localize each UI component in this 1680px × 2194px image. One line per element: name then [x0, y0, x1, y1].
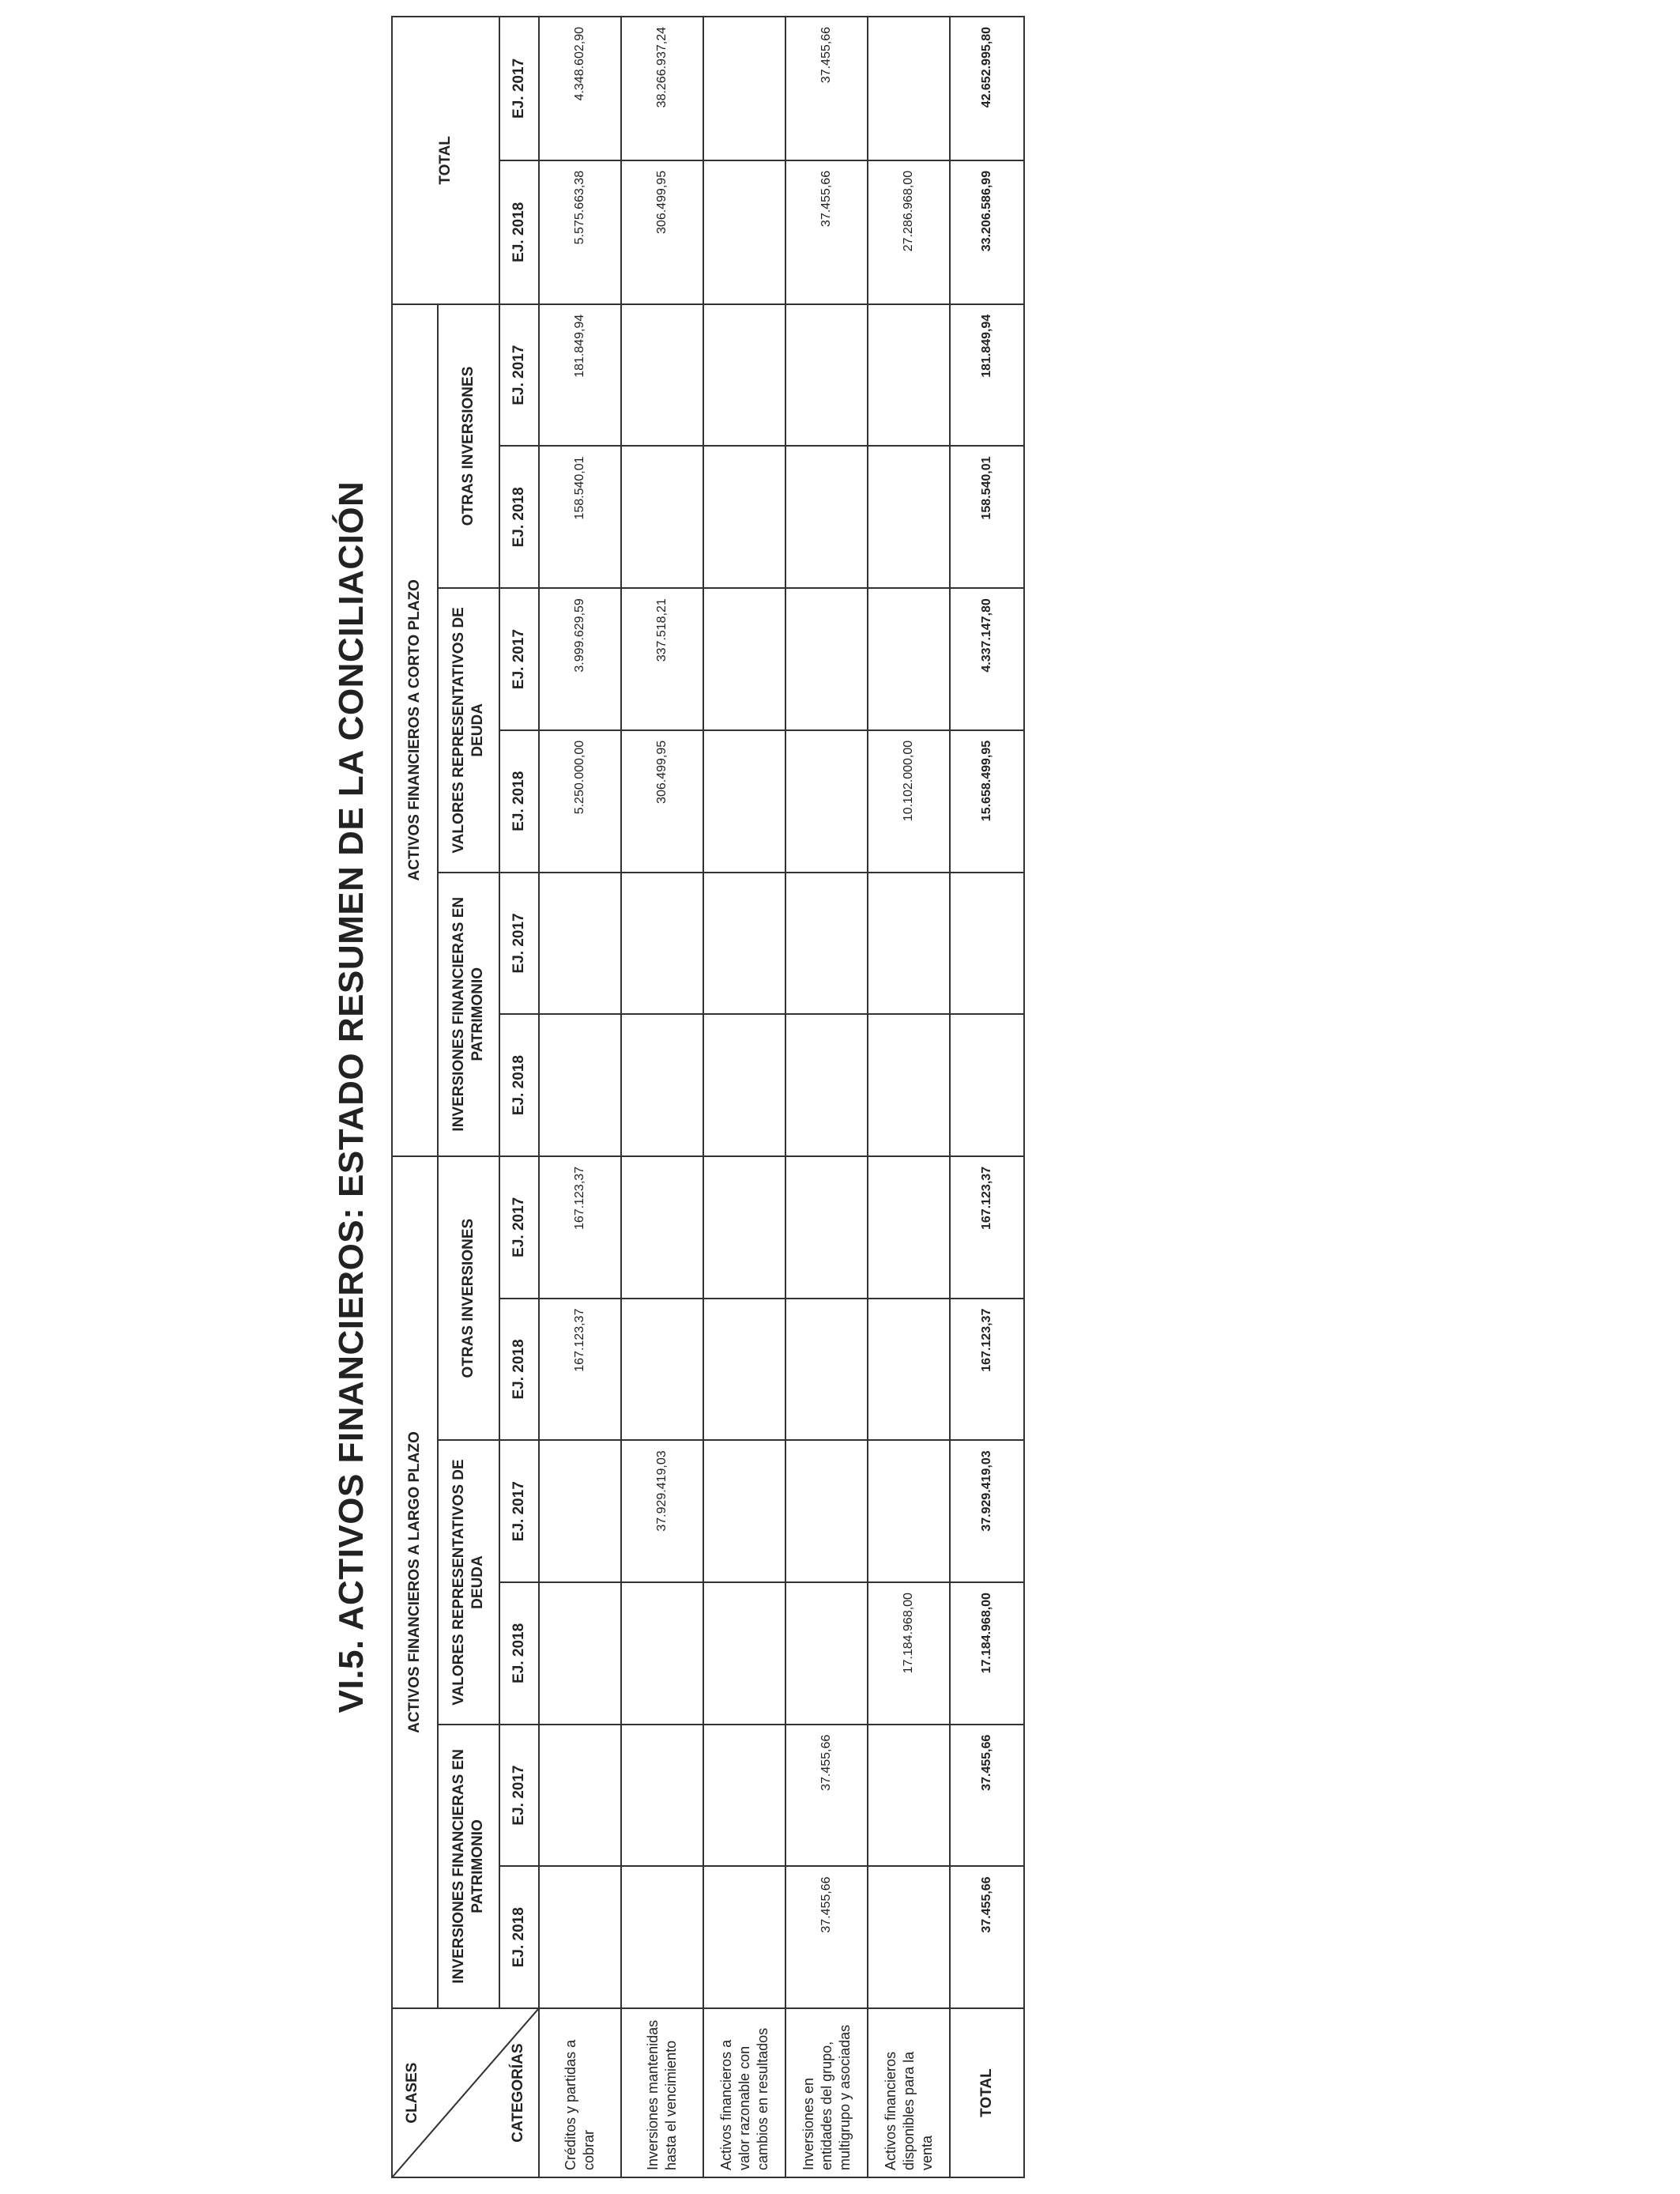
value-cell: [703, 1156, 785, 1299]
value-cell: 38.266.937,24: [621, 17, 703, 160]
value-cell: [703, 1582, 785, 1725]
categorias-label: CATEGORÍAS: [510, 2043, 526, 2143]
cp-otras-inversiones-header: OTRAS INVERSIONES: [438, 304, 499, 588]
value-cell: [868, 873, 950, 1015]
cp-valores-deuda-header: VALORES REPRESENTATIVOS DE DEUDA: [438, 588, 499, 872]
row-category: Activos financieros disponibles para la venta: [868, 2008, 950, 2177]
year-header: EJ. 2017: [499, 1156, 539, 1299]
year-header: EJ. 2017: [499, 873, 539, 1015]
value-cell: 158.540,01: [539, 446, 621, 588]
value-cell: [785, 446, 868, 588]
value-cell: 167.123,37: [539, 1299, 621, 1441]
value-cell: [785, 1156, 868, 1299]
cp-inv-patrimonio-header: INVERSIONES FINANCIERAS EN PATRIMONIO: [438, 873, 499, 1156]
value-cell: [785, 1440, 868, 1582]
table-row: [703, 17, 785, 2177]
year-header: EJ. 2018: [499, 446, 539, 588]
year-header: EJ. 2018: [499, 1582, 539, 1725]
value-cell: [621, 873, 703, 1015]
year-header: EJ. 2017: [499, 1725, 539, 1867]
row-category: Activos financieros a valor razonable con cambios en resultados: [703, 2008, 785, 2177]
value-cell: 181.849,94: [539, 304, 621, 447]
value-cell: [868, 1440, 950, 1582]
total-cell: 37.929.419,03: [950, 1440, 1024, 1582]
value-cell: 5.575.663,38: [539, 160, 621, 304]
value-cell: 167.123,37: [539, 1156, 621, 1299]
value-cell: [621, 1866, 703, 2008]
value-cell: [539, 1582, 621, 1725]
value-cell: [868, 446, 950, 588]
total-cell: 15.658.499,95: [950, 730, 1024, 873]
year-header: EJ. 2017: [499, 1440, 539, 1582]
value-cell: 37.455,66: [785, 17, 868, 160]
total-cell: [950, 873, 1024, 1015]
total-label: TOTAL: [950, 2008, 1024, 2177]
value-cell: 4.348.602,90: [539, 17, 621, 160]
year-header: EJ. 2017: [499, 588, 539, 730]
value-cell: [621, 1725, 703, 1867]
value-cell: 27.286.968,00: [868, 160, 950, 304]
value-cell: [785, 304, 868, 447]
value-cell: [868, 1725, 950, 1867]
total-cell: 4.337.147,80: [950, 588, 1024, 730]
table-row: [868, 17, 950, 2177]
total-cell: 37.455,66: [950, 1725, 1024, 1867]
total-cell: 167.123,37: [950, 1299, 1024, 1441]
value-cell: 37.929.419,03: [621, 1440, 703, 1582]
value-cell: 10.102.000,00: [868, 730, 950, 873]
lp-otras-inversiones-header: OTRAS INVERSIONES: [438, 1156, 499, 1440]
year-header: EJ. 2018: [499, 730, 539, 873]
total-cell: 37.455,66: [950, 1866, 1024, 2008]
value-cell: [868, 588, 950, 730]
value-cell: [703, 17, 785, 160]
value-cell: [868, 1156, 950, 1299]
total-cell: 17.184.968,00: [950, 1582, 1024, 1725]
lp-inv-patrimonio-header: INVERSIONES FINANCIERAS EN PATRIMONIO: [438, 1725, 499, 2008]
value-cell: [539, 1014, 621, 1156]
table-row: [621, 17, 703, 2177]
value-cell: 17.184.968,00: [868, 1582, 950, 1725]
value-cell: [868, 1299, 950, 1441]
row-category: Inversiones en entidades del grupo, multigrupo y asociadas: [785, 2008, 868, 2177]
value-cell: 3.999.629,59: [539, 588, 621, 730]
value-cell: [868, 1866, 950, 2008]
value-cell: [785, 1582, 868, 1725]
total-row: [950, 17, 1024, 2177]
value-cell: [785, 1014, 868, 1156]
value-cell: 337.518,21: [621, 588, 703, 730]
total-cell: 42.652.995,80: [950, 17, 1024, 160]
value-cell: 37.455,66: [785, 1725, 868, 1867]
value-cell: [703, 1299, 785, 1441]
value-cell: 37.455,66: [785, 1866, 868, 2008]
total-group-header: TOTAL: [392, 17, 499, 304]
value-cell: [868, 17, 950, 160]
value-cell: [868, 304, 950, 447]
value-cell: 306.499,95: [621, 730, 703, 873]
rotated-table-frame: [391, 16, 1023, 2178]
year-header: EJ. 2018: [499, 1866, 539, 2008]
value-cell: [785, 588, 868, 730]
value-cell: [703, 304, 785, 447]
value-cell: 37.455,66: [785, 160, 868, 304]
value-cell: [539, 1440, 621, 1582]
value-cell: [785, 873, 868, 1015]
value-cell: [621, 1014, 703, 1156]
total-cell: 158.540,01: [950, 446, 1024, 588]
largo-plazo-header: ACTIVOS FINANCIEROS A LARGO PLAZO: [392, 1156, 438, 2008]
table-row: [785, 17, 868, 2177]
value-cell: [539, 1725, 621, 1867]
reconciliation-table: [391, 16, 1025, 2178]
value-cell: [703, 873, 785, 1015]
page-title: VI.5. ACTIVOS FINANCIEROS: ESTADO RESUMEN DE LA CONCILIACIÓN: [332, 481, 371, 1713]
table-row: [539, 17, 621, 2177]
value-cell: [703, 730, 785, 873]
year-header: EJ. 2018: [499, 1299, 539, 1441]
value-cell: [703, 1866, 785, 2008]
value-cell: 5.250.000,00: [539, 730, 621, 873]
total-cell: 181.849,94: [950, 304, 1024, 447]
value-cell: [703, 588, 785, 730]
corto-plazo-header: ACTIVOS FINANCIEROS A CORTO PLAZO: [392, 304, 438, 1156]
value-cell: [703, 1440, 785, 1582]
value-cell: 306.499,95: [621, 160, 703, 304]
value-cell: [703, 160, 785, 304]
year-header: EJ. 2017: [499, 17, 539, 160]
value-cell: [703, 446, 785, 588]
value-cell: [539, 1866, 621, 2008]
total-cell: 167.123,37: [950, 1156, 1024, 1299]
value-cell: [621, 1582, 703, 1725]
value-cell: [868, 1014, 950, 1156]
year-header: EJ. 2017: [499, 304, 539, 447]
total-cell: [950, 1014, 1024, 1156]
value-cell: [621, 1299, 703, 1441]
corner-header-cell: [392, 2008, 539, 2177]
total-cell: 33.206.586,99: [950, 160, 1024, 304]
value-cell: [703, 1014, 785, 1156]
value-cell: [703, 1725, 785, 1867]
lp-valores-deuda-header: VALORES REPRESENTATIVOS DE DEUDA: [438, 1440, 499, 1724]
value-cell: [785, 1299, 868, 1441]
year-header: EJ. 2018: [499, 160, 539, 304]
value-cell: [621, 304, 703, 447]
clases-label: CLASES: [404, 2062, 420, 2124]
row-category: Inversiones mantenidas hasta el vencimiento: [621, 2008, 703, 2177]
value-cell: [539, 873, 621, 1015]
value-cell: [621, 446, 703, 588]
value-cell: [621, 1156, 703, 1299]
value-cell: [785, 730, 868, 873]
row-category: Créditos y partidas a cobrar: [539, 2008, 621, 2177]
year-header: EJ. 2018: [499, 1014, 539, 1156]
